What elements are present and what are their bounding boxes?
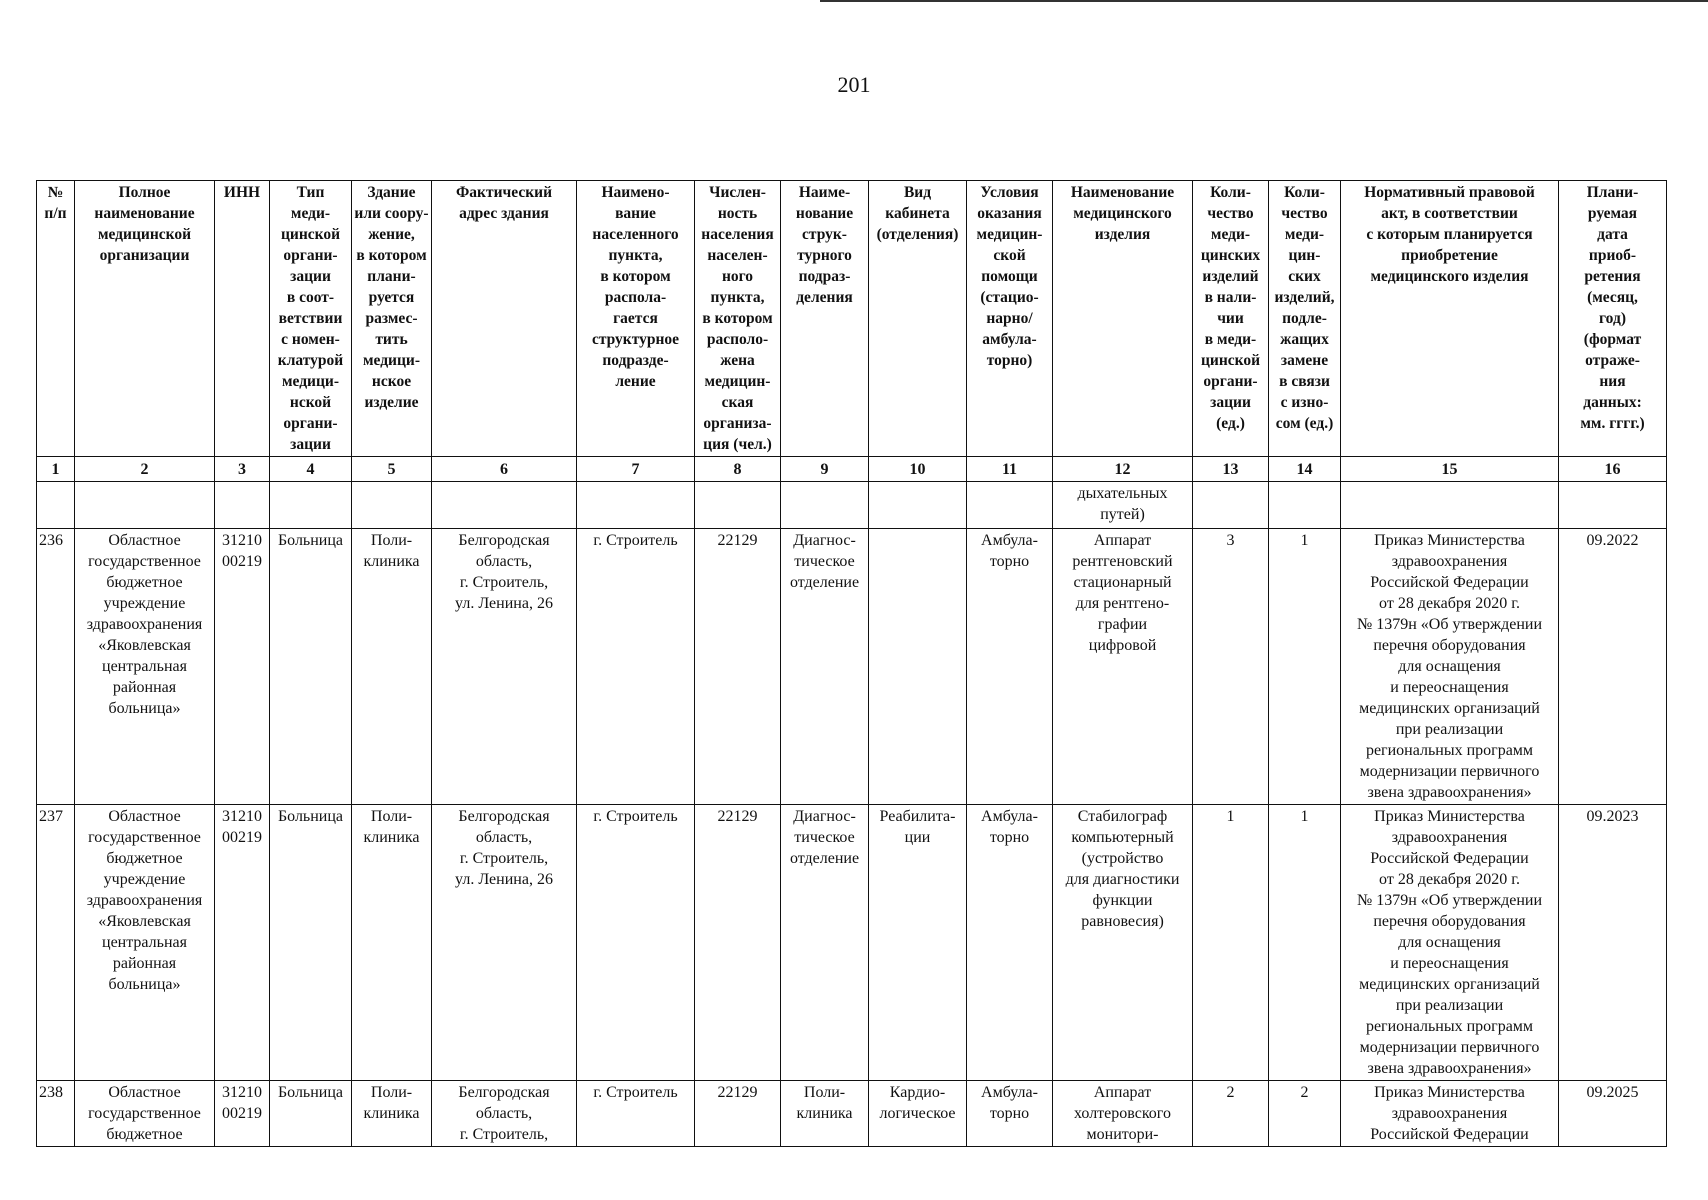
division: Диагнос- тическое отделение bbox=[781, 805, 869, 1081]
inn: 31210 00219 bbox=[215, 1081, 270, 1147]
building: Поли- клиника bbox=[352, 529, 432, 805]
purchase-date: 09.2023 bbox=[1559, 805, 1667, 1081]
column-number: 6 bbox=[432, 457, 577, 482]
header-col-7: Наимено- вание населенного пункта, в котором распола- гается структурное подразде- ление bbox=[577, 181, 695, 457]
empty-cell bbox=[432, 482, 577, 529]
locality: г. Строитель bbox=[577, 1081, 695, 1147]
division: Поли- клиника bbox=[781, 1081, 869, 1147]
qty-available: 1 bbox=[1193, 805, 1269, 1081]
header-col-6: Фактический адрес здания bbox=[432, 181, 577, 457]
header-col-15: Нормативный правовой акт, в соответствии с которым планируется приобретение медицинского изделия bbox=[1341, 181, 1559, 457]
column-number: 15 bbox=[1341, 457, 1559, 482]
row-number: 238 bbox=[37, 1081, 75, 1147]
empty-cell bbox=[869, 482, 967, 529]
inn: 31210 00219 bbox=[215, 529, 270, 805]
organization-name: Областное государственное бюджетное bbox=[75, 1081, 215, 1147]
device-name-continued: дыхательных путей) bbox=[1053, 482, 1193, 529]
column-number: 11 bbox=[967, 457, 1053, 482]
column-number: 14 bbox=[1269, 457, 1341, 482]
qty-replace: 1 bbox=[1269, 805, 1341, 1081]
device-name: Стабилограф компьютерный (устройство для диагностики функции равновесия) bbox=[1053, 805, 1193, 1081]
column-number-row bbox=[37, 457, 1667, 482]
purchase-date: 09.2025 bbox=[1559, 1081, 1667, 1147]
legal-act: Приказ Министерства здравоохранения Российской Федерации от 28 декабря 2020 г. № 1379н «Об утверждении перечня оборудования для оснащения и переоснащения медицинских организаций при реализации региональных программ модернизации первичного звена здравоохранения» bbox=[1341, 529, 1559, 805]
locality: г. Строитель bbox=[577, 805, 695, 1081]
inn: 31210 00219 bbox=[215, 805, 270, 1081]
empty-cell bbox=[1269, 482, 1341, 529]
header-col-5: Здание или соору- жение, в котором плани- руется размес- тить медици- нское изделие bbox=[352, 181, 432, 457]
header-col-3: ИНН bbox=[215, 181, 270, 457]
header-col-14: Коли- чество меди- цин- ских изделий, подле- жащих замене в связи с изно- сом (ед.) bbox=[1269, 181, 1341, 457]
column-number: 12 bbox=[1053, 457, 1193, 482]
building: Поли- клиника bbox=[352, 1081, 432, 1147]
locality: г. Строитель bbox=[577, 529, 695, 805]
row-number: 236 bbox=[37, 529, 75, 805]
population: 22129 bbox=[695, 805, 781, 1081]
header-row bbox=[37, 181, 1667, 457]
header-col-16: Плани- руемая дата приоб- ретения (месяц, год) (формат отраже- ния данных: мм. гггг.) bbox=[1559, 181, 1667, 457]
header-col-12: Наименование медицинского изделия bbox=[1053, 181, 1193, 457]
column-number: 4 bbox=[270, 457, 352, 482]
empty-cell bbox=[1559, 482, 1667, 529]
top-edge-rule bbox=[820, 0, 1708, 2]
empty-cell bbox=[967, 482, 1053, 529]
column-number: 3 bbox=[215, 457, 270, 482]
column-number: 16 bbox=[1559, 457, 1667, 482]
page-number: 201 bbox=[837, 72, 871, 97]
column-number: 5 bbox=[352, 457, 432, 482]
population: 22129 bbox=[695, 529, 781, 805]
table-row bbox=[37, 805, 1667, 1081]
legal-act: Приказ Министерства здравоохранения Российской Федерации от 28 декабря 2020 г. № 1379н «Об утверждении перечня оборудования для оснащения и переоснащения медицинских организаций при реализации региональных программ модернизации первичного звена здравоохранения» bbox=[1341, 805, 1559, 1081]
organization-name: Областное государственное бюджетное учреждение здравоохранения «Яковлевская центральная районная больница» bbox=[75, 529, 215, 805]
empty-cell bbox=[1193, 482, 1269, 529]
column-number: 1 bbox=[37, 457, 75, 482]
organization-type: Больница bbox=[270, 1081, 352, 1147]
empty-cell bbox=[352, 482, 432, 529]
care-conditions: Амбула- торно bbox=[967, 1081, 1053, 1147]
empty-cell bbox=[270, 482, 352, 529]
header-col-13: Коли- чество меди- цинских изделий в нали- чии в меди- цинской органи- зации (ед.) bbox=[1193, 181, 1269, 457]
organization-type: Больница bbox=[270, 529, 352, 805]
column-number: 8 bbox=[695, 457, 781, 482]
table-row bbox=[37, 1081, 1667, 1147]
purchase-date: 09.2022 bbox=[1559, 529, 1667, 805]
care-conditions: Амбула- торно bbox=[967, 805, 1053, 1081]
header-col-9: Наиме- нование струк- турного подраз- деления bbox=[781, 181, 869, 457]
legal-act: Приказ Министерства здравоохранения Российской Федерации bbox=[1341, 1081, 1559, 1147]
column-number: 10 bbox=[869, 457, 967, 482]
building: Поли- клиника bbox=[352, 805, 432, 1081]
qty-available: 3 bbox=[1193, 529, 1269, 805]
header-col-10: Вид кабинета (отделения) bbox=[869, 181, 967, 457]
cabinet-type bbox=[869, 529, 967, 805]
empty-cell bbox=[215, 482, 270, 529]
table-row bbox=[37, 529, 1667, 805]
organization-type: Больница bbox=[270, 805, 352, 1081]
empty-cell bbox=[1341, 482, 1559, 529]
care-conditions: Амбула- торно bbox=[967, 529, 1053, 805]
column-number: 2 bbox=[75, 457, 215, 482]
empty-cell bbox=[75, 482, 215, 529]
header-col-11: Условия оказания медицин- ской помощи (стацио- нарно/ амбула- торно) bbox=[967, 181, 1053, 457]
device-name: Аппарат холтеровского монитори- bbox=[1053, 1081, 1193, 1147]
qty-replace: 1 bbox=[1269, 529, 1341, 805]
column-number: 13 bbox=[1193, 457, 1269, 482]
address: Белгородская область, г. Строитель, ул. Ленина, 26 bbox=[432, 805, 577, 1081]
header-col-2: Полное наименование медицинской организации bbox=[75, 181, 215, 457]
row-number: 237 bbox=[37, 805, 75, 1081]
device-name: Аппарат рентгеновский стационарный для рентгено- графии цифровой bbox=[1053, 529, 1193, 805]
qty-replace: 2 bbox=[1269, 1081, 1341, 1147]
column-number: 7 bbox=[577, 457, 695, 482]
cabinet-type: Реабилита- ции bbox=[869, 805, 967, 1081]
header-col-4: Тип меди- цинской органи- зации в соот- ветствии с номен- клатурой медици- нской органи- зации bbox=[270, 181, 352, 457]
equipment-table bbox=[36, 180, 1667, 1147]
header-col-1: № п/п bbox=[37, 181, 75, 457]
address: Белгородская область, г. Строитель, bbox=[432, 1081, 577, 1147]
header-col-8: Числен- ность населения населен- ного пункта, в котором располо- жена медицин- ская организа- ция (чел.) bbox=[695, 181, 781, 457]
empty-cell bbox=[781, 482, 869, 529]
division: Диагнос- тическое отделение bbox=[781, 529, 869, 805]
column-number: 9 bbox=[781, 457, 869, 482]
cabinet-type: Кардио- логическое bbox=[869, 1081, 967, 1147]
empty-cell bbox=[577, 482, 695, 529]
continuation-row bbox=[37, 482, 1667, 529]
address: Белгородская область, г. Строитель, ул. Ленина, 26 bbox=[432, 529, 577, 805]
organization-name: Областное государственное бюджетное учреждение здравоохранения «Яковлевская центральная районная больница» bbox=[75, 805, 215, 1081]
empty-cell bbox=[695, 482, 781, 529]
population: 22129 bbox=[695, 1081, 781, 1147]
qty-available: 2 bbox=[1193, 1081, 1269, 1147]
empty-cell bbox=[37, 482, 75, 529]
